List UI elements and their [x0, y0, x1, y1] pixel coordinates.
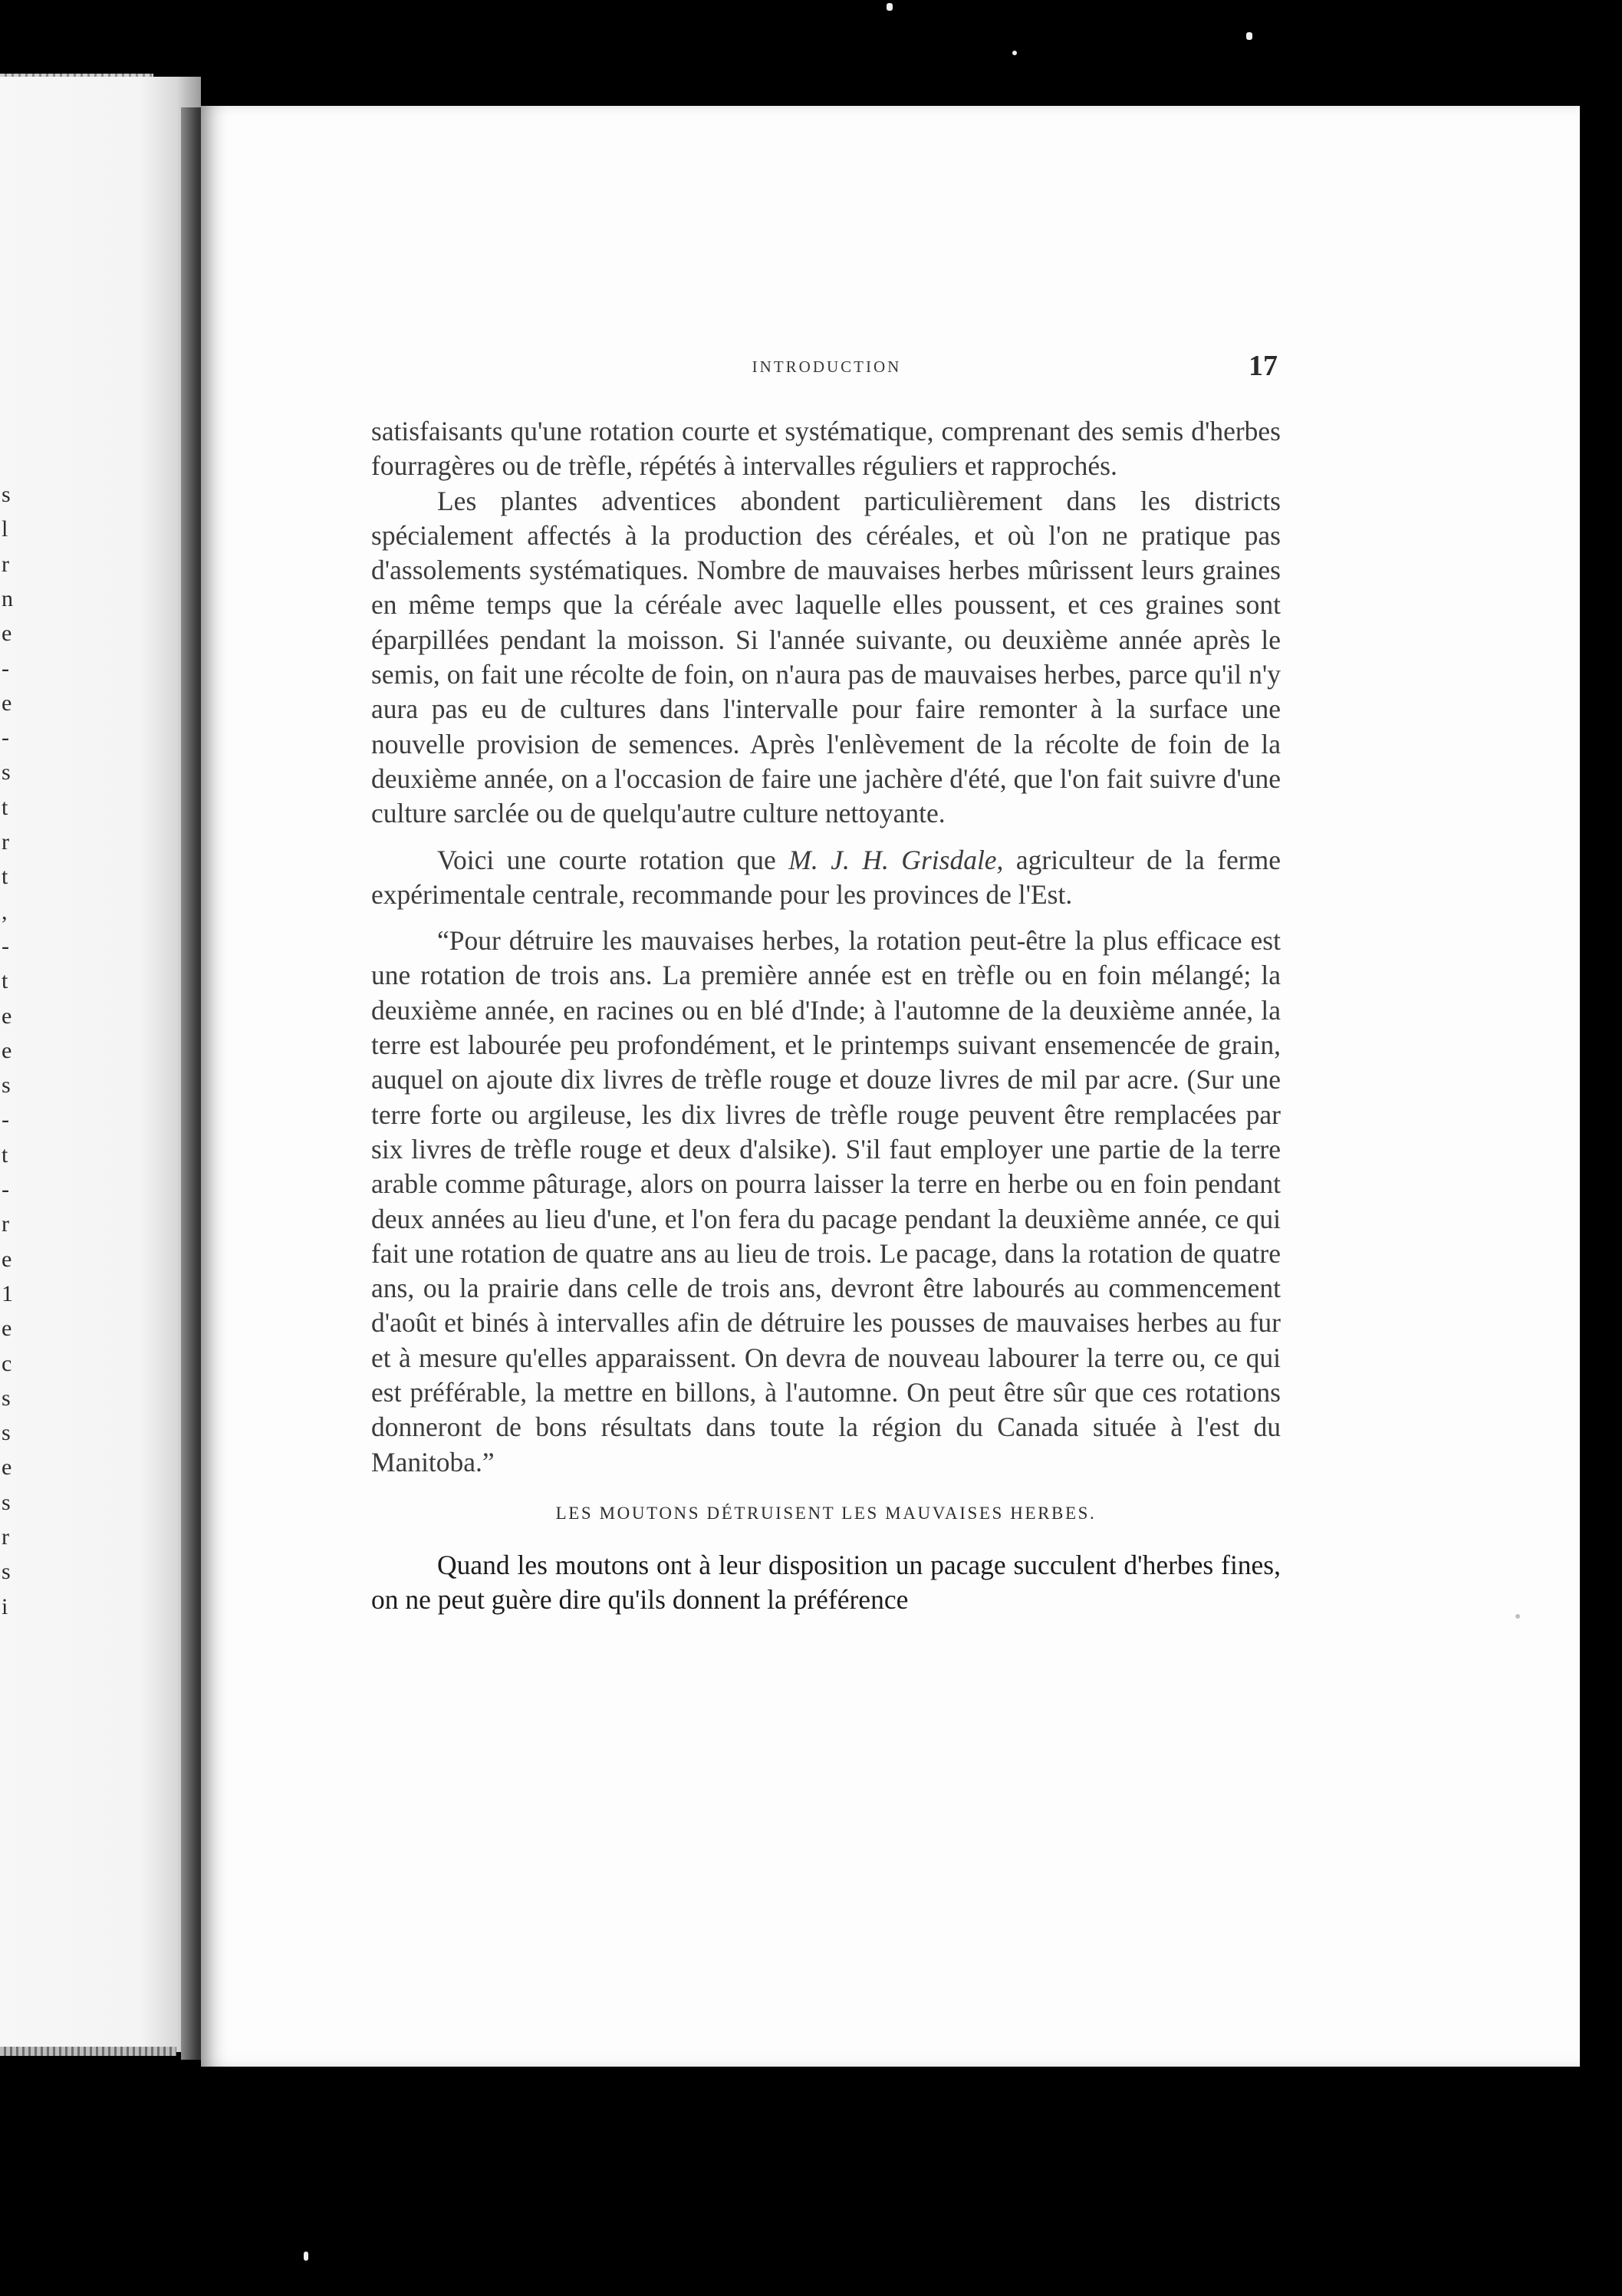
left-margin-glyph: s — [2, 1385, 11, 1411]
quoted-rotation-paragraph: “Pour détruire les mauvaises herbes, la rotation peut-être la plus efficace est une rotation de trois ans. La première année est en trèfle ou en foin mélangé; la deuxième année, en racines ou en blé d'Inde; à l'automne de la deuxième année, la terre est labourée peu profondément, et le printemps suivant ensemencée de grain, auquel on ajoute dix livres de trèfle rouge et douze livres de mil par acre. (Sur une terre forte ou argileuse, les dix livres de trèfle rouge peuvent être remplacées par six livres de trèfle rouge et deux d'alsike). S'il faut employer une partie de la terre arable comme pâturage, alors on pourra laisser la terre en herbe ou en foin pendant deux années au lieu d'une, et l'on fera du pacage pendant la deuxième année, ce qui fait une rotation de quatre ans au lieu de trois. Le pacage, dans la rotation de quatre ans, ou la prairie dans celle de trois ans, devront être labourés au commencement d'août et binés à intervalles afin de détruire les pousses de mauvaises herbes au fur et à mesure qu'elles apparaissent. On devra de nouveau labourer la terre ou, ce qui est préférable, la mettre en billons, à l'automne. On peut être sûr que ces rotations donneront de bons résultats dans toute la région du Canada située à l'est du Manitoba.” — [371, 925, 1281, 1477]
page-header — [0, 351, 1380, 382]
left-margin-glyph: - — [2, 725, 9, 751]
left-margin-glyph: , — [2, 898, 8, 924]
paragraph-continuation: satisfaisants qu'une rotation courte et systématique, comprenant des semis d'herbes fourragères ou de trèfle, répétés à intervalles réguliers et rapprochés. — [371, 416, 1281, 482]
left-margin-glyph: e — [2, 621, 12, 647]
left-margin-glyph: e — [2, 690, 12, 716]
left-margin-glyph: i — [2, 1593, 8, 1619]
left-margin-glyph: - — [2, 1177, 9, 1202]
left-margin-glyph: c — [2, 1350, 12, 1376]
rotation-intro-text-end: agriculteur de la ferme expérimentale centrale, recommande pour les provinces de l'Est. — [371, 844, 1281, 910]
left-margin-glyph: s — [2, 1489, 11, 1515]
scan-speck — [887, 3, 893, 11]
rotation-intro-text: Voici une courte rotation que — [437, 844, 789, 875]
paragraph-sheep: Quand les moutons ont à leur disposition un pacage succulent d'herbes fines, on ne peut guère dire qu'ils donnent la préférence — [371, 1549, 1281, 1616]
left-margin-glyph: e — [2, 1037, 12, 1063]
left-margin-glyph: r — [2, 1524, 9, 1550]
left-margin-glyph: n — [2, 585, 13, 611]
left-margin-glyph: s — [2, 482, 11, 507]
left-margin-glyph: e — [2, 1316, 12, 1342]
left-margin-glyph: t — [2, 864, 8, 890]
left-margin-glyph: s — [2, 1559, 11, 1585]
left-margin-glyph: - — [2, 933, 9, 959]
left-margin-glyph: e — [2, 1454, 12, 1481]
left-margin-glyph: - — [2, 1107, 9, 1133]
author-name: M. J. H. Grisdale, — [788, 844, 1004, 875]
left-margin-glyph: t — [2, 1141, 8, 1168]
left-margin-glyph: e — [2, 1246, 12, 1272]
left-margin-glyph: s — [2, 759, 11, 786]
scan-speck — [304, 2252, 308, 2261]
running-head: INTRODUCTION — [752, 357, 902, 376]
paragraph-weeds-cereal-districts: Les plantes adventices abondent particulièrement dans les districts spécialement affectés à la production des céréales, et où l'on ne pratique pas d'assolements systématiques. Nombre de mauvaises herbes mûrissent leurs graines en même temps que la céréale avec laquelle elles poussent, et ces graines sont éparpillées pendant la moisson. Si l'année suivante, ou deuxième année après le semis, on fait une récolte de foin, on n'aura pas de mauvaises herbes, parce qu'il n'y aura pas eu de cultures dans l'intervalle pour faire remonter à la surface une nouvelle provision de semences. Après l'enlèvement de la récolte de foin de la deuxième année, on a l'occasion de faire une jachère d'été, que l'on fait suivre d'une culture sarclée ou de quelqu'autre culture nettoyante. — [371, 485, 1281, 829]
left-margin-glyph: l — [2, 516, 8, 542]
left-margin-glyph: s — [2, 1072, 11, 1099]
left-margin-glyph: r — [2, 829, 9, 855]
scan-speck — [1515, 1614, 1520, 1619]
page-body — [371, 414, 1281, 1618]
left-margin-glyph: t — [2, 968, 8, 994]
page-number: 17 — [1249, 350, 1278, 382]
left-page-bottom-edge — [0, 2047, 176, 2056]
section-heading: LES MOUTONS DÉTRUISENT LES MAUVAISES HERBES. — [555, 1503, 1097, 1523]
paragraph-grisdale-rotation — [371, 843, 1281, 913]
scan-speck — [1246, 32, 1252, 40]
left-margin-glyph: 1 — [2, 1280, 13, 1306]
left-margin-glyph: s — [2, 1420, 11, 1446]
left-margin-glyph: - — [2, 655, 9, 681]
scan-speck — [1012, 51, 1017, 55]
left-margin-glyph: e — [2, 1003, 12, 1029]
left-margin-glyph: t — [2, 794, 8, 820]
left-margin-glyph: r — [2, 1211, 9, 1237]
left-margin-glyph: r — [2, 551, 9, 577]
